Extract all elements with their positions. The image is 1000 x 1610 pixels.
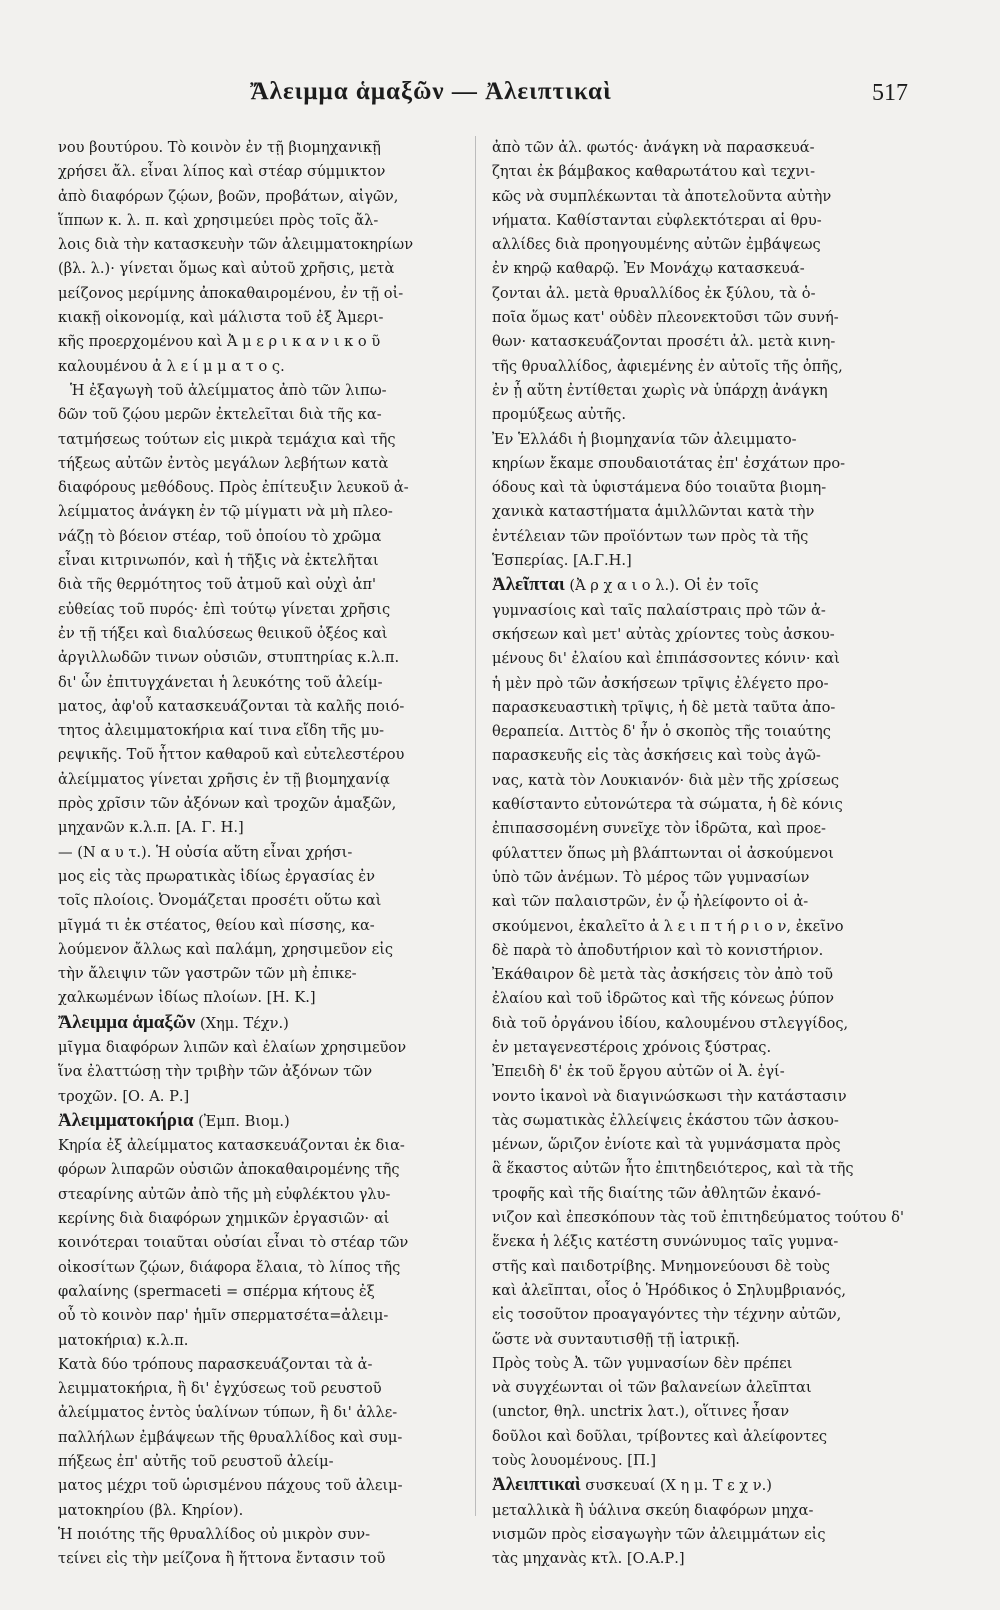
paragraph: Ἐν Ἑλλάδι ἡ βιομηχανία τῶν ἀλειμματο- κηρίων ἔκαμε σπουδαιοτάτας ἐπ' ἐσχάτων προ- όδους καὶ τὰ ὑφιστάμενα δύο τοιαῦτα βιομη- χανικὰ καταστήματα ἁμιλλῶνται κατὰ τὴν ἐντέλειαν τῶν προϊόντων των πρὸς τὰ τῆς Ἑσπερίας. [Α.Γ.Η.] (492, 430, 846, 570)
paragraph: ἀπὸ τῶν ἀλ. φωτός· ἀνάγκη νὰ παρασκευά- ζηται ἐκ βάμβακος καθαρωτάτου καὶ τεχνι- κῶς νὰ συμπλέκωνται τὰ ἀποτελοῦντα αὐτὴν νήματα. Καθίστανται εὐφλεκτότεραι αἱ θρυ- αλλίδες διὰ προηγουμένης αὐτῶν ἐμβάψεως ἐν κηρῷ καθαρῷ. Ἐν Μονάχῳ κατασκευά- ζονται ἀλ. μετὰ θρυαλλίδος ἐκ ξύλου, τὰ ὁ- ποῖα ὅμως κατ' οὐδὲν πλεονεκτοῦσι τῶν συνή- θων· κατασκευάζονται προσέτι ἀλ. μετὰ κινη- τῆς θρυαλλίδος, ἀφιεμένης ἐν αὐτοῖς τῆς ὀπῆς, ἐν ᾗ αὕτη ἐντίθεται χωρὶς νὰ ὑπάρχῃ ἀνάγκη προμύξεως αὐτῆς. (492, 139, 843, 424)
paragraph: — (Ν α υ τ.). Ἡ οὐσία αὕτη εἶναι χρήσι- μος εἰς τὰς πρωρατικὰς ἰδίως ἐργασίας ἐν τοῖς πλοίοις. Ὀνομάζεται προσέτι οὕτω καὶ μῖγμά τι ἐκ στέατος, θείου καὶ πίσσης, κα- λούμενον ἄλλως καὶ παλάμη, χρησιμεῦον εἰς τὴν ἄλειψιν τῶν γαστρῶν τῶν μὴ ἐπικε- χαλκωμένων ἰδίως πλοίων. [Η. Κ.] (58, 843, 394, 1007)
paragraph: Πρὸς τοὺς Ἀ. τῶν γυμνασίων δὲν πρέπει νὰ συγχέωνται οἱ τῶν βαλανείων ἀλεῖπται (unctor, θηλ. unctrix λατ.), οἵτινες ἦσαν δοῦλοι καὶ δοῦλαι, τρίβοντες καὶ ἀλείφοντες τοὺς λουομένους. [Π.] (492, 1354, 828, 1470)
dictionary-entry (492, 573, 908, 1060)
running-head: Ἄλειμμα ἁμαξῶν — Ἀλειπτικαὶ (250, 78, 612, 105)
paragraph: νου βουτύρου. Τὸ κοινὸν ἐν τῇ βιομηχανικῇ χρήσει ἄλ. εἶναι λίπος καὶ στέαρ σύμμικτον ἀπὸ διαφόρων ζῴων, βοῶν, προβάτων, αἰγῶν, ἵππων κ. λ. π. καὶ χρησιμεύει πρὸς τοῖς ἄλ- λοις διὰ τὴν κατασκευὴν τῶν ἀλειμματοκηρίων (βλ. λ.)· γίνεται ὅμως καὶ αὐτοῦ χρῆσις, μετὰ μείζονος μερίμνης ἀποκαθαιρομένου, ἐν τῇ οἰ- κιακῇ οἰκονομίᾳ, καὶ μάλιστα τοῦ ἐξ Ἀμερι- κῆς προερχομένου καὶ Ἀ μ ε ρ ι κ α ν ι κ ο ῦ καλουμένου ἀ λ ε ί μ μ α τ ο ς. (58, 139, 414, 375)
entry-text: (Ἐμπ. Βιομ.) Κηρία ἐξ ἀλείμματος κατασκευάζονται ἐκ δια- φόρων λιπαρῶν οὐσιῶν ἀποκαθαιρομένης τῆς στεαρίνης αὐτῶν ἀπὸ τῆς μὴ εὐφλέκτου γλυ- κερίνης διὰ διαφόρων χημικῶν ἐργασιῶν· αἱ κοινότεραι τοιαῦται οὐσίαι εἶναι τὸ στέαρ τῶν οἰκοσίτων ζῴων, διάφορα ἔλαια, τὸ λίπος τῆς φαλαίνης (spermaceti = σπέρμα κήτους ἐξ οὗ τὸ κοινὸν παρ' ἡμῖν σπερματσέτα=ἀλειμ- ματοκήρια) κ.λ.π. (58, 1112, 409, 1349)
column-divider (475, 136, 476, 1516)
entry-lemma: Ἀλειπτικαὶ (492, 1474, 581, 1496)
dictionary-entry (492, 1473, 908, 1571)
entry-text: (Χημ. Τέχν.) μῖγμα διαφόρων λιπῶν καὶ ἐλαίων χρησιμεῦον ἵνα ἐλαττώσῃ τὴν τριβὴν τῶν ἀξόνων τῶν τροχῶν. [Ο. Α. Ρ.] (58, 1014, 407, 1105)
page-header (0, 78, 1000, 118)
entry-lemma: Ἀλεῖπται (492, 574, 565, 596)
paragraph: Ἐπειδὴ δ' ἐκ τοῦ ἔργου αὐτῶν οἱ Ἀ. ἐγί- νοντο ἱκανοὶ νὰ διαγινώσκωσι τὴν κατάστασιν τὰς σωματικὰς ἐλλείψεις ἑκάστου τῶν ἀσκου- μένων, ὥριζον ἐνίοτε καὶ τὰ γυμνάσματα πρὸς ἃ ἕκαστος αὐτῶν ἦτο ἐπιτηδειότερος, καὶ τὰ τῆς τροφῆς καὶ τῆς διαίτης τῶν ἀθλητῶν ἐκανό- νιζον καὶ ἐπεσκόπουν τὰς τοῦ ἐπιτηδεύματος τούτου δ' ἕνεκα ἡ λέξις κατέστη συνώνυμος ταῖς γυμνα- στῆς καὶ παιδοτρίβης. Μνημονεύουσι δὲ τοὺς καὶ ἀλεῖπται, οἷος ὁ Ἡρόδικος ὁ Σηλυμβριανός, εἰς τοσοῦτον προαγαγόντες τὴν τέχνην αὐτῶν, ὥστε νὰ συνταυτισθῇ τῇ ἰατρικῇ. (492, 1063, 904, 1348)
right-column (492, 136, 908, 1572)
paragraph: Κατὰ δύο τρόπους παρασκευάζονται τὰ ἀ- λειμματοκήρια, ἢ δι' ἐγχύσεως τοῦ ρευστοῦ ἀλείμματος ἐντὸς ὑαλίνων τύπων, ἢ δι' ἀλλε- παλλήλων ἐμβάψεων τῆς θρυαλλίδος καὶ συμ- πήξεως ἐπ' αὐτῆς τοῦ ρευστοῦ ἀλείμ- ματος μέχρι τοῦ ὡρισμένου πάχους τοῦ ἀλειμ- ματοκηρίου (βλ. Κηρίον). (58, 1355, 403, 1519)
paragraph: Ἡ ἐξαγωγὴ τοῦ ἀλείμματος ἀπὸ τῶν λιπω- δῶν τοῦ ζῴου μερῶν ἐκτελεῖται διὰ τῆς κα- τατμήσεως τούτων εἰς μικρὰ τεμάχια καὶ τῆς τήξεως αὐτῶν ἐντὸς μεγάλων λεβήτων κατὰ διαφόρους μεθόδους. Πρὸς ἐπίτευξιν λευκοῦ ἀ- λείμματος ἀνάγκη ἐν τῷ μίγματι νὰ μὴ πλεο- νάζῃ τὸ βόειον στέαρ, τοῦ ὁποίου τὸ χρῶμα εἶναι κιτρινωπόν, καὶ ἡ τῆξις νὰ ἐκτελῆται διὰ τῆς θερμότητος τοῦ ἀτμοῦ καὶ οὐχὶ ἀπ' εὐθείας τοῦ πυρός· ἐπὶ τούτῳ γίνεται χρῆσις ἐν τῇ τήξει καὶ διαλύσεως θειικοῦ ὀξέος καὶ ἀργιλλωδῶν τινων οὐσιῶν, στυπτηρίας κ.λ.π. δι' ὧν ἐπιτυγχάνεται ἡ λευκότης τοῦ ἀλείμ- ματος, ἀφ'οὗ κατασκευάζονται τὰ καλῆς ποιό- τητος ἀλειμματοκήρια καί τινα εἴδη τῆς μυ- ρεψικῆς. Τοῦ ἧττον καθαροῦ καὶ εὐτελεστέρου ἀλείμματος γίνεται χρῆσις ἐν τῇ βιομηχανίᾳ πρὸς χρῖσιν τῶν ἀξόνων καὶ τροχῶν ἁμαξῶν, μηχανῶν κ.λ.π. [Α. Γ. Η.] (58, 381, 409, 837)
page-number: 517 (872, 80, 908, 106)
left-column (58, 136, 462, 1572)
dictionary-entry (58, 1011, 462, 1109)
dictionary-entry (58, 1109, 462, 1353)
entry-lemma: Ἄλειμμα ἁμαξῶν (58, 1011, 196, 1033)
entry-text: (Ἀ ρ χ α ι ο λ.). Οἱ ἐν τοῖς γυμνασίοις καὶ ταῖς παλαίστραις πρὸ τῶν ἀ- σκήσεων καὶ μετ' αὐτὰς χρίοντες τοὺς ἀσκου- μένους δι' ἐλαίου καὶ ἐπιπάσσοντες κόνιν· καὶ ἡ μὲν πρὸ τῶν ἀσκήσεων τρῖψις ἐλέγετο προ- παρασκευαστικὴ τρῖψις, ἡ δὲ μετὰ ταῦτα ἀπο- θεραπεία. Διττὸς δ' ἦν ὁ σκοπὸς τῆς τοιαύτης παρασκευῆς εἰς τὰς ἀσκήσεις καὶ τοὺς ἀγῶ- νας, κατὰ τὸν Λουκιανόν· διὰ μὲν τῆς χρίσεως καθίσταντο εὐτονώτερα τὰ σώματα, ἡ δὲ κόνις ἐπιπασσομένη συνεῖχε τὸν ἱδρῶτα, καὶ προε- φύλαττεν ὅπως μὴ βλάπτωνται οἱ ἀσκούμενοι ὑπὸ τῶν ἀνέμων. Τὸ μέρος τῶν γυμνασίων καὶ τῶν παλαιστρῶν, ἐν ᾧ ἠλείφοντο οἱ ἀ- σκούμενοι, ἐκαλεῖτο ἀ λ ε ι π τ ή ρ ι ο ν, ἐκεῖνο δὲ παρὰ τὸ ἀποδυτήριον καὶ τὸ κονιστήριον. Ἐκάθαιρον δὲ μετὰ τὰς ἀσκήσεις τὸν ἀπὸ τοῦ ἐλαίου καὶ τοῦ ἱδρῶτος καὶ τῆς κόνεως ῥύπον διὰ τοῦ ὀργάνου ἰδίου, καλουμένου στλεγγίδος, ἐν μεταγενεστέροις χρόνοις ξύστρας. (492, 577, 849, 1056)
paragraph: Ἡ ποιότης τῆς θρυαλλίδος οὐ μικρὸν συν- τείνει εἰς τὴν μείζονα ἢ ἥττονα ἔντασιν τοῦ (58, 1525, 386, 1568)
entry-lemma: Ἀλειμματοκήρια (58, 1109, 194, 1131)
entry-text: συσκευαί (Χ η μ. Τ ε χ ν.) μεταλλικὰ ἢ ὑάλινα σκεύη διαφόρων μηχα- νισμῶν πρὸς εἰσαγωγὴν τῶν ἀλειμμάτων εἰς τὰς μηχανὰς κτλ. [Ο.Α.Ρ.] (492, 1477, 826, 1568)
